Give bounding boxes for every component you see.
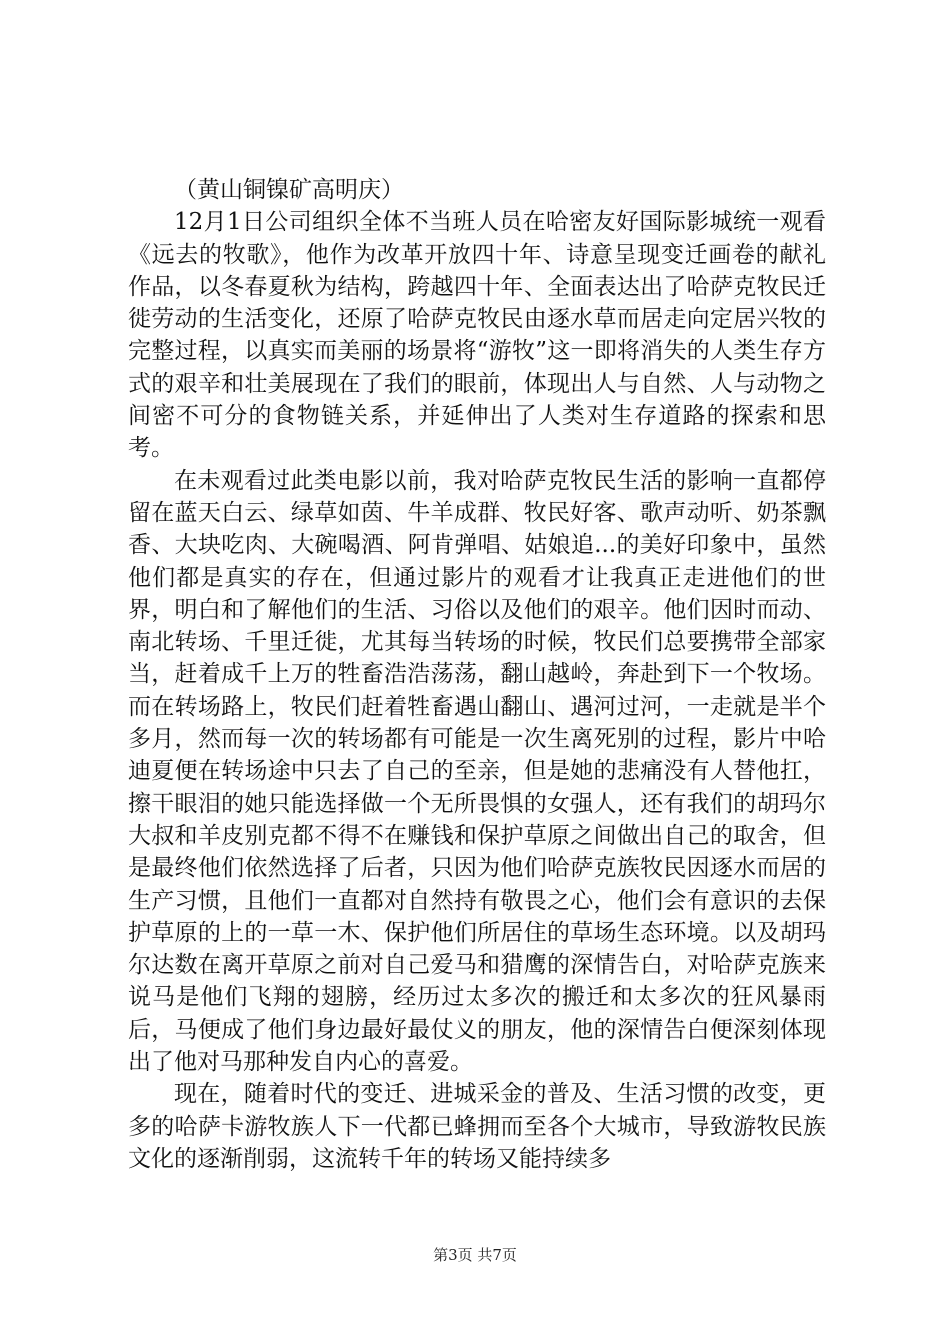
paragraph-1: 12月1日公司组织全体不当班人员在哈密友好国际影城统一观看《远去的牧歌》，他作为改革开放四十年、诗意呈现变迁画卷的献礼作品，以冬春夏秋为结构，跨越四十年、全面表达出了哈萨克牧民迁徙劳动的生活变化，还原了哈萨克牧民由逐水草而居走向定居兴牧的完整过程，以真实而美丽的场景将“游牧”这一即将消失的人类生存方式的艰辛和壮美展现在了我们的眼前，体现出人与自然、人与动物之间密不可分的食物链关系，并延伸出了人类对生存道路的探索和思考。 xyxy=(128,209,826,462)
document-body xyxy=(128,174,826,1175)
paragraph-3: 现在，随着时代的变迁、进城采金的普及、生活习惯的改变，更多的哈萨卡游牧族人下一代都已蜂拥而至各个大城市，导致游牧民族文化的逐渐削弱，这流转千年的转场又能持续多 xyxy=(128,1081,826,1172)
page-number-footer: 第3页 共7页 xyxy=(433,1246,517,1264)
byline: （黄山铜镍矿高明庆） xyxy=(174,177,404,203)
paragraph-2: 在未观看过此类电影以前，我对哈萨克牧民生活的影响一直都停留在蓝天白云、绿草如茵、牛羊成群、牧民好客、歌声动听、奶茶飘香、大块吃肉、大碗喝酒、阿肯弹唱、姑娘追...的美好印象中，虽然他们都是真实的存在，但通过影片的观看才让我真正走进他们的世界，明白和了解他们的生活、习俗以及他们的艰辛。他们因时而动、南北转场、千里迁徙，尤其每当转场的时候，牧民们总要携带全部家当，赶着成千上万的牲畜浩浩荡荡，翻山越岭，奔赴到下一个牧场。而在转场路上，牧民们赶着牲畜遇山翻山、遇河过河，一走就是半个多月，然而每一次的转场都有可能是一次生离死别的过程，影片中哈迪夏便在转场途中只去了自己的至亲，但是她的悲痛没有人替他扛，擦干眼泪的她只能选择做一个无所畏惧的女强人，还有我们的胡玛尔大叔和羊皮别克都不得不在赚钱和保护草原之间做出自己的取舍，但是最终他们依然选择了后者，只因为他们哈萨克族牧民因逐水而居的生产习惯，且他们一直都对自然持有敬畏之心，他们会有意识的去保护草原的上的一草一木、保护他们所居住的草场生态环境。以及胡玛尔达数在离开草原之前对自己爱马和猎鹰的深情告白，对哈萨克族来说马是他们飞翔的翅膀，经历过太多次的搬迁和太多次的狂风暴雨后，马便成了他们身边最好最仗义的朋友，他的深情告白便深刻体现出了他对马那种发自内心的喜爱。 xyxy=(128,467,826,1076)
